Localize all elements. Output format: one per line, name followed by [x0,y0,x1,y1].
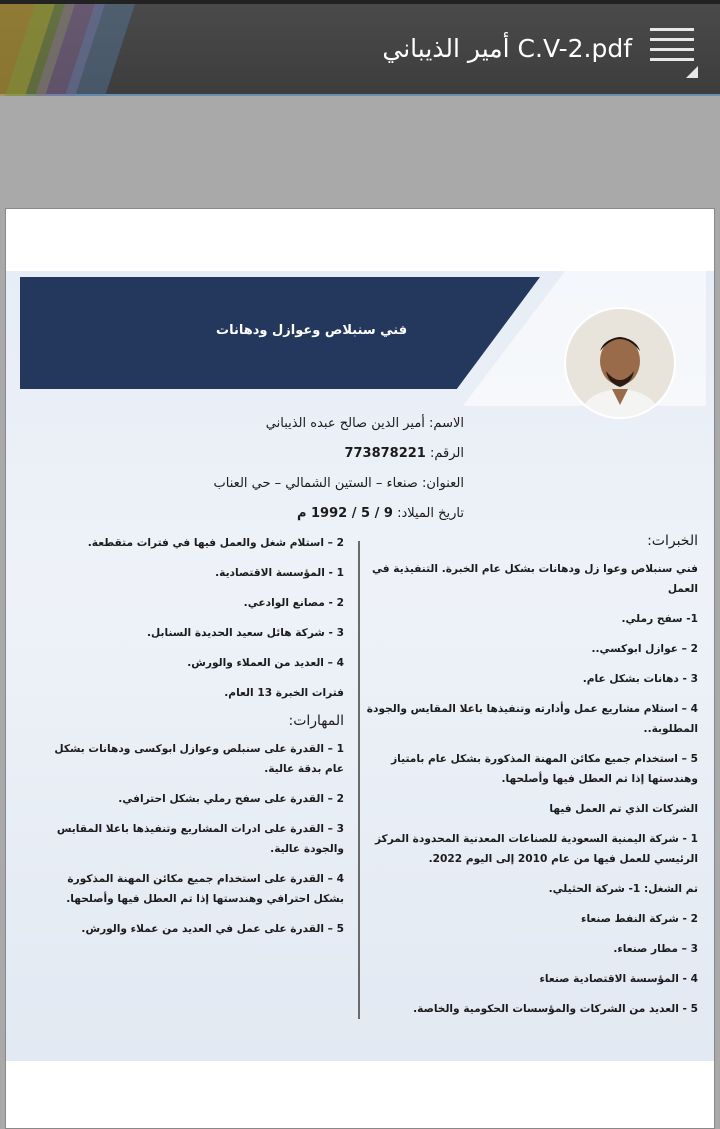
skill-item: 2 – القدرة على سفح رملي بشكل احترافي. [118,793,344,805]
skills-heading: المهارات: [288,713,344,729]
work-item: 4 – العديد من العملاء والورش. [187,657,344,669]
skill-item: 5 – القدرة على عمل في العديد من عملاء والورش. [81,923,344,935]
birthdate-field: تاريخ الميلاد: 9 / 5 / 1992 م [296,506,464,521]
work-item: 1 - المؤسسة الاقتصادية. [215,567,344,579]
phone-field: الرقم: 773878221 [344,446,464,461]
skill-item: 1 – القدرة على سنبلص وعوازل ابوكسى ودهانات بشكل عام بدقة عالية. [54,743,344,775]
hamburger-menu-icon[interactable] [650,28,694,72]
app-bar [0,0,720,96]
document-title: أمير الذيباني C.V-2.pdf [382,34,632,63]
cv-document [6,271,714,1061]
experience-years: فترات الخبرة 13 العام. [224,687,344,699]
work-item: 3 - شركة هائل سعيد الحديدة السنابل. [147,627,344,639]
company-item: 3 – مطار صنعاء. [613,943,698,955]
job-title: فني سنبلاص وعوازل ودهانات [216,323,408,338]
company-item: 1 - شركة اليمنية السعودية للصناعات المعدنية المحدودة المركز الرئيسي للعمل فيها من عام 2010 إلى اليوم 2022. [374,833,698,865]
address-field: العنوان: صنعاء – الستين الشمالي – حي العناب [213,476,464,491]
birthdate: 9 / 5 / 1992 م [296,506,393,521]
name-field: الاسم: أمير الدين صالح عبده الذيباني [265,416,464,431]
phone-number: 773878221 [344,446,426,461]
column-divider [358,541,360,1019]
profile-photo [564,307,676,419]
companies-heading: الشركات الذي تم العمل فيها [549,803,698,815]
company-item: 5 - العديد من الشركات والمؤسسات الحكومية والخاصة. [413,1003,698,1015]
experience-item: 3 - دهانات بشكل عام. [582,673,698,685]
left-column [39,533,344,949]
experience-item: 5 – استخدام جميع مكائن المهنة المذكورة بشكل عام بامتياز وهندستها إذا تم العطل فيها وأصلحها. [391,753,698,785]
work-item: 2 – استلام شغل والعمل فيها في فترات متقطعة. [87,537,344,549]
app-logo-decoration [0,4,140,96]
experience-item: 2 – عوازل ابوكسي.. [591,643,698,655]
company-item: 4 - المؤسسة الاقتصادية صنعاء [539,973,698,985]
experience-item: 1- سفح رملي. [621,613,698,625]
experience-item: 4 – استلام مشاريع عمل وأدارته وتنفيذها باعلا المقايس والجودة المطلوبة.. [366,703,698,735]
experience-heading: الخبرات: [647,533,698,549]
personal-info [164,409,464,529]
skill-item: 3 – القدرة على ادرات المشاريع وتنفيذها باعلا المقايس والجودة عالية. [56,823,344,855]
experience-section [366,533,698,1029]
skill-item: 4 – القدرة على استخدام جميع مكائن المهنة المذكورة بشكل احترافي وهندستها إذا تم العطل فيها وأصلحها. [66,873,344,905]
experience-item: فني سنبلاص وعوا زل ودهانات بشكل عام الخبرة. التنفيذية في العمل [371,563,698,595]
work-item: 2 - مصانع الوادعي. [243,597,344,609]
company-item: 2 - شركة النفط صنعاء [581,913,698,925]
company-item: تم الشغل: 1- شركة الحثيلي. [548,883,698,895]
pdf-page[interactable] [5,208,715,1129]
